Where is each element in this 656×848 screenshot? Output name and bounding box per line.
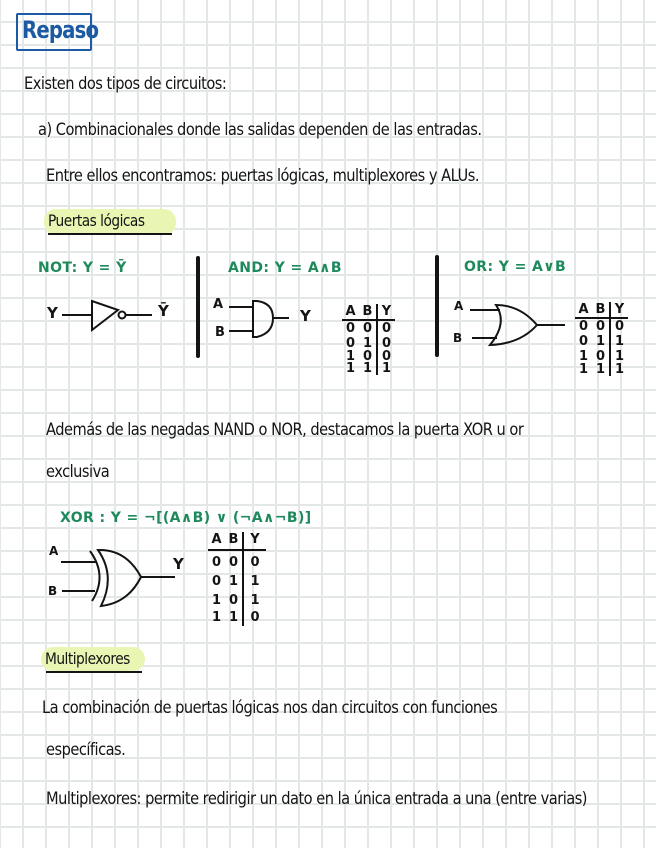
intro-text: Existen dos tipos de circuitos: (24, 74, 227, 94)
xor-input-b: B (48, 584, 58, 598)
truth-table-row: 1 1 1 (575, 364, 628, 376)
xor-intro-line2: exclusiva (46, 462, 110, 482)
xor-formula: XOR : Y = ¬[(A∧B) ∨ (¬A∧¬B)] (60, 510, 312, 526)
and-formula: AND: Y = A∧B (228, 260, 342, 276)
truth-table-row: 0 0 0 (575, 319, 628, 334)
xor-output-label: Y (173, 555, 184, 573)
truth-table-row: 0 1 1 (575, 334, 628, 349)
or-input-b: B (453, 331, 463, 345)
truth-table-row: 0 0 0 (208, 551, 266, 572)
truth-table-header: A B Y (208, 532, 266, 551)
not-input-label: Y (47, 304, 58, 322)
truth-table-header: A B Y (342, 304, 395, 321)
mux-definition: Multiplexores: permite redirigir un dato en la única entrada a una (entre varias) (46, 789, 587, 809)
truth-table-row: 0 1 0 (342, 336, 395, 351)
mux-text-line2: específicas. (46, 740, 126, 760)
xor-truth-table (208, 532, 266, 626)
and-input-b: B (215, 325, 225, 340)
truth-table-row: 0 0 0 (342, 321, 395, 336)
not-output-label: Ȳ (158, 302, 169, 320)
page-title: Repaso (22, 16, 99, 44)
heading-multiplexers: Multiplexores (45, 649, 130, 668)
truth-table-row: 1 1 1 (342, 363, 395, 375)
section-a-text: a) Combinacionales donde las salidas dependen de las entradas. (38, 120, 482, 140)
not-formula: NOT: Y = Ȳ (38, 260, 127, 276)
mux-text-line1: La combinación de puertas lógicas nos dan circuitos con funciones (42, 698, 498, 718)
heading-logic-gates: Puertas lógicas (48, 211, 145, 230)
section-a-detail: Entre ellos encontramos: puertas lógicas, multiplexores y ALUs. (46, 166, 479, 186)
truth-table-header: A B Y (575, 302, 628, 319)
truth-table-row: 1 0 1 (208, 591, 266, 610)
truth-table-row: 1 0 1 (575, 349, 628, 364)
truth-table-row: 1 1 0 (208, 610, 266, 626)
or-input-a: A (454, 299, 464, 313)
xor-input-a: A (49, 544, 59, 558)
and-output-label: Y (300, 307, 311, 325)
or-formula: OR: Y = A∨B (464, 259, 567, 275)
xor-intro-line1: Además de las negadas NAND o NOR, destacamos la puerta XOR u or (46, 420, 524, 440)
and-input-a: A (213, 297, 224, 312)
underline-multiplexers (46, 671, 142, 673)
truth-table-row: 0 1 1 (208, 572, 266, 591)
truth-table-row: 1 0 0 (342, 351, 395, 363)
